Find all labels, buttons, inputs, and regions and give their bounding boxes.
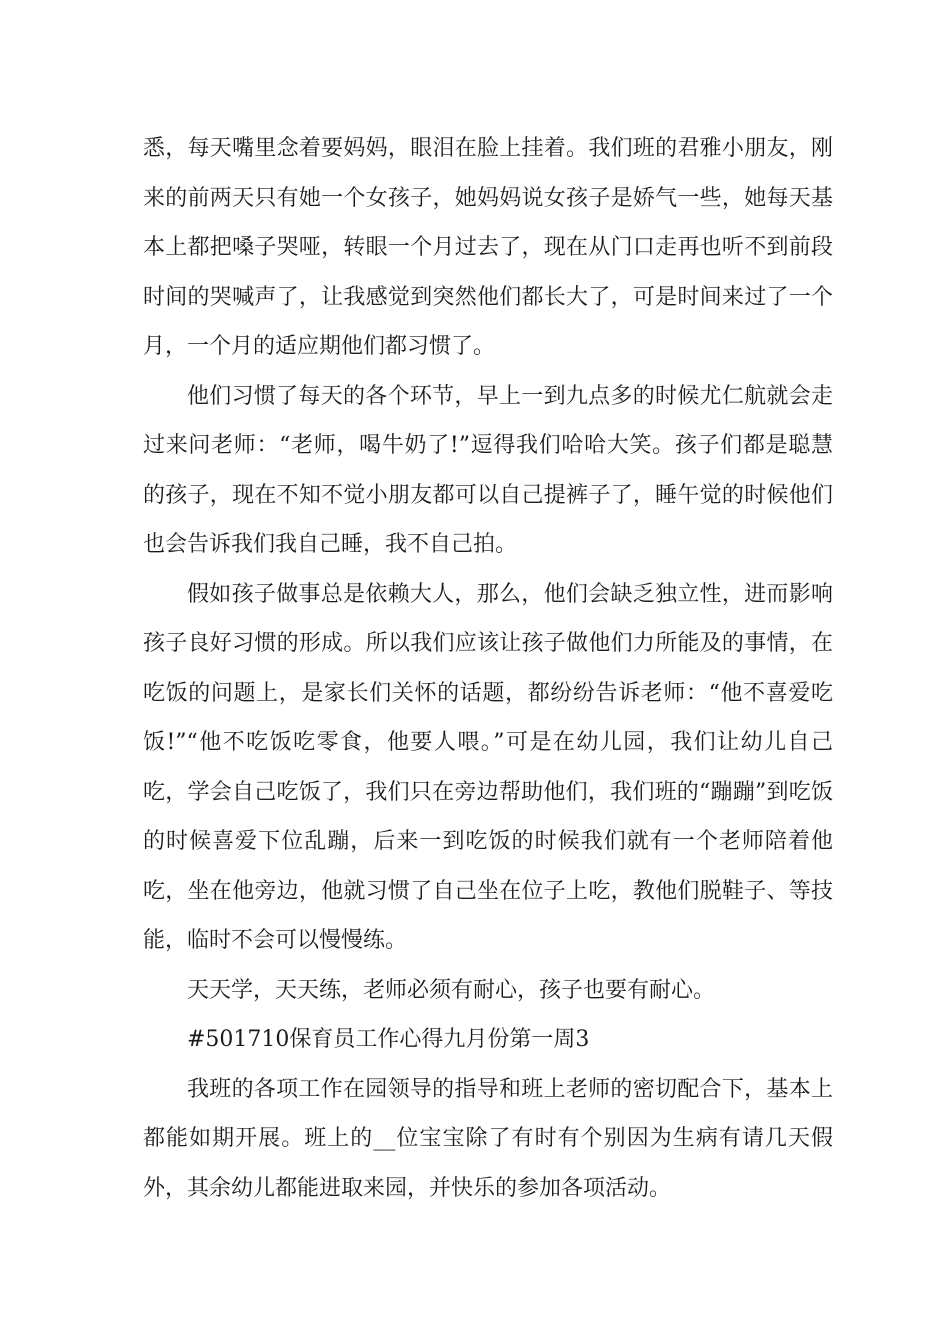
section-heading: #501710保育员工作心得九月份第一周3 — [187, 1027, 590, 1052]
document-page — [143, 124, 833, 1213]
paragraph-3: 假如孩子做事总是依赖大人，那么，他们会缺乏独立性，进而影响孩子良好习惯的形成。所以我们应该让孩子做他们力所能及的事情，在吃饭的问题上，是家长们关怀的话题，都纷纷告诉老师：“他不喜爱吃饭!”“他不吃饭吃零食，他要人喂。”可是在幼儿园，我们让幼儿自己吃，学会自己吃饭了，我们只在旁边帮助他们，我们班的“蹦蹦”到吃饭的时候喜爱下位乱蹦，后来一到吃饭的时候我们就有一个老师陪着他吃，坐在他旁边，他就习惯了自己坐在位子上吃，教他们脱鞋子、等技能，临时不会可以慢慢练。 — [143, 581, 833, 953]
paragraph-4: 天天学，天天练，老师必须有耐心，孩子也要有耐心。 — [187, 977, 716, 1003]
paragraph-1: 悉，每天嘴里念着要妈妈，眼泪在脸上挂着。我们班的君雅小朋友，刚来的前两天只有她一个女孩子，她妈妈说女孩子是娇气一些，她每天基本上都把嗓子哭哑，转眼一个月过去了，现在从门口走再也听不到前段时间的哭喊声了，让我感觉到突然他们都长大了，可是时间来过了一个月，一个月的适应期他们都习惯了。 — [143, 136, 833, 359]
paragraph-2: 他们习惯了每天的各个环节，早上一到九点多的时候尤仁航就会走过来问老师：“老师，喝牛奶了!”逗得我们哈哈大笑。孩子们都是聪慧的孩子，现在不知不觉小朋友都可以自己提裤子了，睡午觉的时候他们也会告诉我们我自己睡，我不自己拍。 — [143, 383, 833, 557]
paragraph-5: 我班的各项工作在园领导的指导和班上老师的密切配合下，基本上都能如期开展。班上的__位宝宝除了有时有个别因为生病有请几天假外，其余幼儿都能进取来园，并快乐的参加各项活动。 — [143, 1076, 833, 1201]
